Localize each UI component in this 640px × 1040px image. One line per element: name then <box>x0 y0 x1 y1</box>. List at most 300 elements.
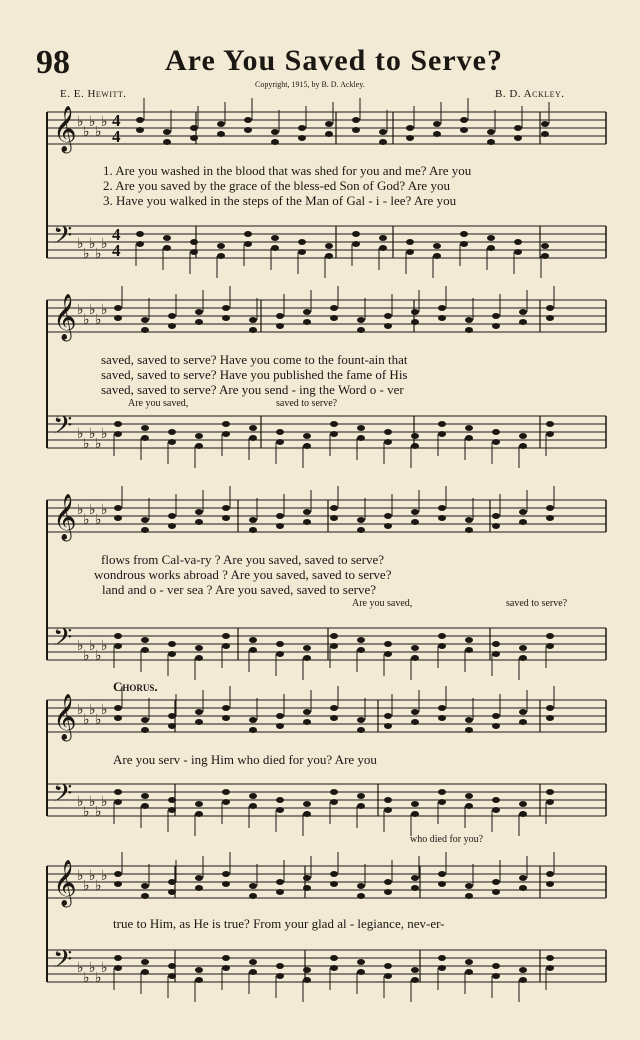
note-head <box>357 717 365 723</box>
note-head <box>222 505 230 511</box>
note-head <box>330 789 338 795</box>
note-head <box>222 789 230 795</box>
verse-3-line-3: land and o - ver sea ? Are you saved, saved to serve? <box>102 582 376 597</box>
note-head <box>357 425 365 431</box>
note-head <box>141 327 149 333</box>
note-head <box>168 439 176 445</box>
note-head <box>303 811 311 817</box>
note-head <box>519 709 527 715</box>
note-head <box>222 881 230 887</box>
note-head <box>141 317 149 323</box>
note-head <box>168 963 176 969</box>
note-head <box>276 973 284 979</box>
note-head <box>541 121 549 127</box>
note-head <box>163 235 171 241</box>
note-head <box>352 117 360 123</box>
note-head <box>384 797 392 803</box>
note-head <box>384 807 392 813</box>
flat-icon: ♭ <box>77 236 84 252</box>
flat-icon: ♭ <box>95 124 102 140</box>
note-head <box>384 513 392 519</box>
note-head <box>168 973 176 979</box>
note-head <box>546 871 554 877</box>
note-head <box>384 313 392 319</box>
note-head <box>249 637 257 643</box>
note-head <box>487 139 495 145</box>
note-head <box>141 517 149 523</box>
note-head <box>114 315 122 321</box>
note-head <box>384 651 392 657</box>
note-head <box>249 969 257 975</box>
flat-icon: ♭ <box>89 794 96 810</box>
note-head <box>519 801 527 807</box>
note-head <box>357 637 365 643</box>
note-head <box>546 955 554 961</box>
note-head <box>465 803 473 809</box>
note-head <box>217 131 225 137</box>
note-head <box>411 885 419 891</box>
note-head <box>195 967 203 973</box>
note-head <box>492 651 500 657</box>
verse-1-line-3: flows from Cal-va-ry ? Are you saved, saved to serve? <box>101 552 385 567</box>
note-head <box>330 315 338 321</box>
note-head <box>249 527 257 533</box>
note-head <box>438 955 446 961</box>
note-head <box>357 727 365 733</box>
note-head <box>276 723 284 729</box>
note-head <box>303 309 311 315</box>
note-head <box>438 431 446 437</box>
note-head <box>465 959 473 965</box>
note-head <box>352 241 360 247</box>
note-head <box>195 443 203 449</box>
note-head <box>114 965 122 971</box>
note-head <box>411 967 419 973</box>
note-head <box>222 305 230 311</box>
note-head <box>411 645 419 651</box>
flat-icon: ♭ <box>101 302 108 318</box>
note-head <box>163 129 171 135</box>
flat-icon: ♭ <box>89 114 96 130</box>
note-head <box>141 969 149 975</box>
flat-icon: ♭ <box>95 712 102 728</box>
note-head <box>303 967 311 973</box>
note-head <box>438 643 446 649</box>
note-head <box>519 645 527 651</box>
chorus-line-1: Are you serv - ing Him who died for you? Are you <box>113 752 377 767</box>
note-head <box>330 715 338 721</box>
note-head <box>249 793 257 799</box>
flat-icon: ♭ <box>89 236 96 252</box>
note-head <box>195 885 203 891</box>
note-head <box>492 889 500 895</box>
note-head <box>141 959 149 965</box>
verse-1-line-1: 1. Are you washed in the blood that was shed for you and me? Are you <box>103 163 472 178</box>
note-head <box>379 139 387 145</box>
note-head <box>244 117 252 123</box>
note-head <box>114 789 122 795</box>
note-head <box>163 139 171 145</box>
note-head <box>303 709 311 715</box>
note-head <box>195 519 203 525</box>
note-head <box>460 127 468 133</box>
note-head <box>465 727 473 733</box>
note-head <box>357 893 365 899</box>
note-head <box>168 429 176 435</box>
note-head <box>411 719 419 725</box>
note-head <box>190 249 198 255</box>
bass-clef-icon: 𝄢 <box>53 623 73 658</box>
note-head <box>168 797 176 803</box>
flat-icon: ♭ <box>101 502 108 518</box>
note-head <box>222 799 230 805</box>
flat-icon: ♭ <box>83 436 90 452</box>
note-head <box>141 647 149 653</box>
note-head <box>330 881 338 887</box>
flat-icon: ♭ <box>95 246 102 262</box>
note-head <box>546 715 554 721</box>
note-head <box>222 431 230 437</box>
note-head <box>406 249 414 255</box>
flat-icon: ♭ <box>77 638 84 654</box>
flat-icon: ♭ <box>89 638 96 654</box>
note-head <box>384 439 392 445</box>
note-head <box>141 727 149 733</box>
note-head <box>357 803 365 809</box>
note-head <box>465 893 473 899</box>
note-head <box>519 309 527 315</box>
note-head <box>330 643 338 649</box>
note-head <box>465 327 473 333</box>
note-head <box>541 243 549 249</box>
note-head <box>465 425 473 431</box>
note-head <box>384 889 392 895</box>
note-head <box>411 655 419 661</box>
note-head <box>411 709 419 715</box>
note-head <box>222 715 230 721</box>
note-head <box>249 647 257 653</box>
note-head <box>465 637 473 643</box>
note-head <box>460 231 468 237</box>
note-head <box>249 327 257 333</box>
note-head <box>168 323 176 329</box>
note-head <box>222 633 230 639</box>
note-head <box>519 719 527 725</box>
time-signature: 4 <box>112 111 121 130</box>
note-head <box>271 235 279 241</box>
flat-icon: ♭ <box>83 712 90 728</box>
note-head <box>114 643 122 649</box>
time-signature: 4 <box>112 225 121 244</box>
note-head <box>190 239 198 245</box>
flat-icon: ♭ <box>77 502 84 518</box>
note-head <box>406 135 414 141</box>
note-head <box>438 799 446 805</box>
note-head <box>303 655 311 661</box>
note-head <box>195 309 203 315</box>
note-head <box>303 977 311 983</box>
note-head <box>276 523 284 529</box>
note-head <box>303 443 311 449</box>
note-head <box>249 517 257 523</box>
note-head <box>433 243 441 249</box>
note-head <box>546 515 554 521</box>
note-head <box>298 249 306 255</box>
note-head <box>298 125 306 131</box>
chorus-bass-cue: who died for you? <box>410 834 484 845</box>
note-head <box>411 801 419 807</box>
note-head <box>487 235 495 241</box>
note-head <box>249 435 257 441</box>
flat-icon: ♭ <box>83 648 90 664</box>
note-head <box>438 633 446 639</box>
note-head <box>276 713 284 719</box>
time-signature: 4 <box>112 127 121 146</box>
note-head <box>141 883 149 889</box>
note-head <box>357 435 365 441</box>
note-head <box>411 811 419 817</box>
verse-3-line-2: saved, saved to serve? Are you send - ing the Word o - ver <box>101 382 404 397</box>
note-head <box>384 723 392 729</box>
note-head <box>141 717 149 723</box>
note-head <box>438 705 446 711</box>
note-head <box>465 317 473 323</box>
flat-icon: ♭ <box>77 794 84 810</box>
note-head <box>114 955 122 961</box>
note-head <box>411 875 419 881</box>
note-head <box>492 429 500 435</box>
note-head <box>276 439 284 445</box>
note-head <box>276 513 284 519</box>
note-head <box>325 253 333 259</box>
note-head <box>195 645 203 651</box>
note-head <box>276 797 284 803</box>
note-head <box>141 803 149 809</box>
note-head <box>384 879 392 885</box>
note-head <box>114 431 122 437</box>
note-head <box>136 241 144 247</box>
note-head <box>519 319 527 325</box>
note-head <box>114 633 122 639</box>
flat-icon: ♭ <box>95 436 102 452</box>
note-head <box>222 955 230 961</box>
note-head <box>276 323 284 329</box>
note-head <box>465 435 473 441</box>
note-head <box>465 793 473 799</box>
note-head <box>492 807 500 813</box>
note-head <box>438 871 446 877</box>
flat-icon: ♭ <box>95 512 102 528</box>
note-head <box>271 139 279 145</box>
note-head <box>222 421 230 427</box>
bass-cue-2: saved to serve? <box>276 398 338 409</box>
note-head <box>492 323 500 329</box>
note-head <box>168 641 176 647</box>
note-head <box>114 715 122 721</box>
note-head <box>303 319 311 325</box>
note-head <box>519 875 527 881</box>
note-head <box>379 235 387 241</box>
note-head <box>438 305 446 311</box>
note-head <box>492 713 500 719</box>
note-head <box>330 505 338 511</box>
note-head <box>136 231 144 237</box>
note-head <box>433 121 441 127</box>
note-head <box>325 243 333 249</box>
note-head <box>433 131 441 137</box>
note-head <box>303 645 311 651</box>
note-head <box>438 315 446 321</box>
note-head <box>546 789 554 795</box>
verse-3-line-1: 3. Have you walked in the steps of the Man of Gal - i - lee? Are you <box>103 193 457 208</box>
flat-icon: ♭ <box>83 970 90 986</box>
note-head <box>514 249 522 255</box>
note-head <box>195 977 203 983</box>
note-head <box>357 959 365 965</box>
note-head <box>357 883 365 889</box>
note-head <box>141 425 149 431</box>
note-head <box>438 789 446 795</box>
flat-icon: ♭ <box>83 124 90 140</box>
flat-icon: ♭ <box>101 114 108 130</box>
note-head <box>217 253 225 259</box>
bass-clef-icon: 𝄢 <box>53 779 73 814</box>
note-head <box>222 871 230 877</box>
note-head <box>249 883 257 889</box>
time-signature: 4 <box>112 241 121 260</box>
note-head <box>487 129 495 135</box>
verse-2-line-1: 2. Are you saved by the grace of the bless-ed Son of God? Are you <box>103 178 450 193</box>
note-head <box>514 239 522 245</box>
note-head <box>330 965 338 971</box>
note-head <box>492 513 500 519</box>
note-head <box>303 509 311 515</box>
note-head <box>384 429 392 435</box>
note-head <box>492 641 500 647</box>
note-head <box>325 131 333 137</box>
flat-icon: ♭ <box>89 502 96 518</box>
flat-icon: ♭ <box>95 648 102 664</box>
note-head <box>114 305 122 311</box>
note-head <box>492 523 500 529</box>
note-head <box>168 651 176 657</box>
note-head <box>249 727 257 733</box>
verse-2-line-3: wondrous works abroad ? Are you saved, saved to serve? <box>94 567 392 582</box>
note-head <box>465 717 473 723</box>
note-head <box>384 973 392 979</box>
note-head <box>514 135 522 141</box>
note-head <box>465 517 473 523</box>
note-head <box>465 647 473 653</box>
note-head <box>546 505 554 511</box>
note-head <box>249 425 257 431</box>
flat-icon: ♭ <box>95 312 102 328</box>
note-head <box>541 131 549 137</box>
note-head <box>357 969 365 975</box>
note-head <box>276 879 284 885</box>
note-head <box>330 871 338 877</box>
note-head <box>276 807 284 813</box>
note-head <box>438 715 446 721</box>
note-head <box>195 509 203 515</box>
flat-icon: ♭ <box>77 702 84 718</box>
note-head <box>244 241 252 247</box>
note-head <box>141 637 149 643</box>
note-head <box>438 881 446 887</box>
flat-icon: ♭ <box>83 246 90 262</box>
note-head <box>303 519 311 525</box>
note-head <box>546 421 554 427</box>
note-head <box>406 239 414 245</box>
note-head <box>330 705 338 711</box>
note-head <box>195 719 203 725</box>
note-head <box>195 801 203 807</box>
note-head <box>298 239 306 245</box>
note-head <box>244 231 252 237</box>
note-head <box>492 313 500 319</box>
flat-icon: ♭ <box>89 868 96 884</box>
flat-icon: ♭ <box>89 426 96 442</box>
note-head <box>492 439 500 445</box>
note-head <box>276 889 284 895</box>
note-head <box>141 793 149 799</box>
treble-clef-icon: 𝄞 <box>53 294 77 340</box>
note-head <box>546 633 554 639</box>
note-head <box>492 973 500 979</box>
note-head <box>546 305 554 311</box>
note-head <box>357 527 365 533</box>
note-head <box>492 723 500 729</box>
note-head <box>330 799 338 805</box>
note-head <box>379 129 387 135</box>
note-head <box>465 883 473 889</box>
flat-icon: ♭ <box>89 960 96 976</box>
hymn-title: Are You Saved to Serve? <box>165 44 503 77</box>
note-head <box>303 719 311 725</box>
treble-clef-icon: 𝄞 <box>53 494 77 540</box>
note-head <box>222 705 230 711</box>
flat-icon: ♭ <box>77 302 84 318</box>
note-head <box>114 421 122 427</box>
note-head <box>492 963 500 969</box>
note-head <box>249 959 257 965</box>
note-head <box>217 243 225 249</box>
note-head <box>330 633 338 639</box>
note-head <box>271 129 279 135</box>
note-head <box>546 965 554 971</box>
note-head <box>222 643 230 649</box>
note-head <box>276 429 284 435</box>
note-head <box>465 969 473 975</box>
treble-clef-icon: 𝄞 <box>53 106 77 152</box>
note-head <box>384 713 392 719</box>
note-head <box>222 965 230 971</box>
note-head <box>168 523 176 529</box>
copyright-notice: Copyright, 1915, by B. D. Ackley. <box>255 80 365 89</box>
treble-clef-icon: 𝄞 <box>53 860 77 906</box>
note-head <box>492 879 500 885</box>
flat-icon: ♭ <box>77 114 84 130</box>
note-head <box>546 881 554 887</box>
note-head <box>249 317 257 323</box>
note-head <box>195 811 203 817</box>
note-head <box>357 327 365 333</box>
note-head <box>546 315 554 321</box>
note-head <box>406 125 414 131</box>
flat-icon: ♭ <box>77 960 84 976</box>
note-head <box>276 963 284 969</box>
note-head <box>379 245 387 251</box>
